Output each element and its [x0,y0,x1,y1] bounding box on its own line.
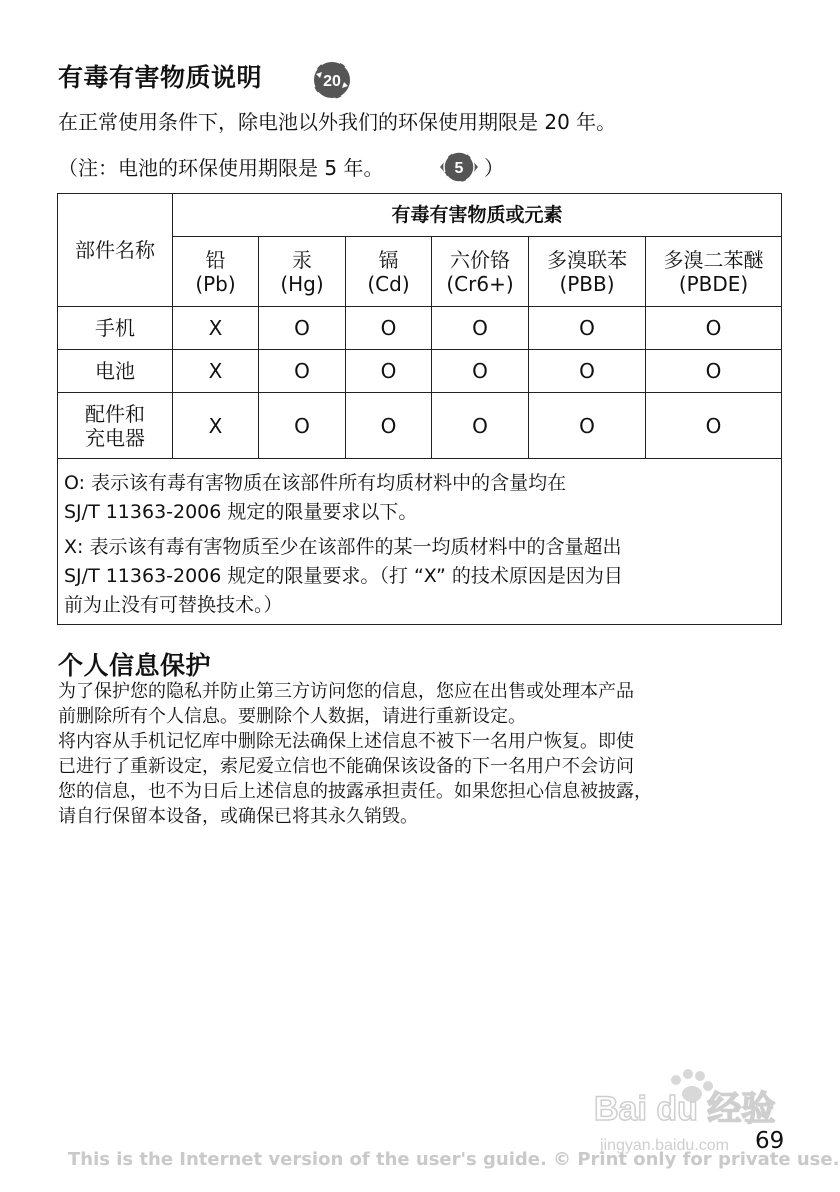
part-name-cell: 电池 [58,350,173,393]
substance-name: 铅 [205,247,226,272]
watermark-brand: Bai du 经验 [594,1090,776,1128]
substance-header [646,237,782,307]
part-name-line: 充电器 [85,425,145,450]
note-x-line: SJ/T 11363-2006 规定的限量要求。（打 “X” 的技术原因是因为目 [64,565,623,587]
footer-text: This is the Internet version of the user's guide. © Print only for private use. [68,1149,840,1170]
value-cell: O [529,307,646,350]
value-cell: O [646,307,782,350]
value-cell: O [646,350,782,393]
value-cell: X [173,350,259,393]
privacy-line: 已进行了重新设定，索尼爱立信也不能确保该设备的下一名用户不会访问 [58,756,634,777]
substance-symbol: (Cr6+) [446,271,514,296]
privacy-paragraph [58,679,778,829]
substance-header [259,237,346,307]
privacy-line: 前删除所有个人信息。要删除个人数据，请进行重新设定。 [58,706,526,727]
page-title: 有毒有害物质说明 [58,63,263,92]
part-name-header: 部件名称 [58,194,173,307]
substance-header [432,237,529,307]
substance-symbol: (PBDE) [678,271,749,296]
table-notes [58,459,782,625]
value-cell: O [346,307,432,350]
part-name-cell [58,393,173,459]
note-o-line: SJ/T 11363-2006 规定的限量要求以下。 [64,501,418,523]
epup-5-logo-icon [436,148,482,186]
note-x-line: X: 表示该有毒有害物质至少在该部件的某一均质材料中的含量超出 [64,536,622,558]
note-x-line: 前为止没有可替换技术。） [64,594,283,616]
value-cell: O [259,393,346,459]
substance-header [346,237,432,307]
table-row [58,350,782,393]
battery-note-text: （注：电池的环保使用期限是 5 年。 [58,156,384,180]
value-cell: X [173,393,259,459]
substance-name: 六价铬 [450,247,510,272]
value-cell: O [529,393,646,459]
substance-header [173,237,259,307]
privacy-line: 请自行保留本设备，或确保已将其永久销毁。 [58,806,418,827]
substance-name: 汞 [292,247,312,272]
table-row [58,307,782,350]
value-cell: O [259,307,346,350]
value-cell: O [346,350,432,393]
value-cell: O [432,393,529,459]
substance-name: 多溴联苯 [547,247,627,272]
value-cell: O [259,350,346,393]
page-number: 69 [755,1128,785,1154]
hazardous-substances-table [57,193,782,625]
part-name-line: 配件和 [85,401,145,426]
table-notes-row [58,459,782,625]
intro-text: 在正常使用条件下，除电池以外我们的环保使用期限是 20 年。 [58,110,617,134]
value-cell: X [173,307,259,350]
epup-20-logo-icon [310,58,354,102]
privacy-line: 您的信息，也不为日后上述信息的披露承担责任。如果您担心信息被披露， [58,781,652,802]
part-name-cell: 手机 [58,307,173,350]
note-o-line: O: 表示该有毒有害物质在该部件所有均质材料中的含量均在 [64,472,567,494]
substance-symbol: (PBB) [559,271,615,296]
substance-header [529,237,646,307]
value-cell: O [646,393,782,459]
epup-5-logo-number: 5 [454,160,464,177]
value-cell: O [529,350,646,393]
substance-name: 镉 [378,247,399,272]
substance-name: 多溴二苯醚 [663,247,764,272]
epup-20-logo-number: 20 [323,73,341,90]
substance-symbol: (Cd) [367,271,410,296]
watermark-url: jingyan.baidu.com [600,1137,729,1154]
table-row [58,393,782,459]
privacy-line: 将内容从手机记忆库中删除无法确保上述信息不被下一名用户恢复。即使 [58,731,634,752]
value-cell: O [346,393,432,459]
privacy-title: 个人信息保护 [58,651,212,680]
substance-group-header: 有毒有害物质或元素 [173,194,782,237]
value-cell: O [432,350,529,393]
privacy-line: 为了保护您的隐私并防止第三方访问您的信息，您应在出售或处理本产品 [58,681,634,702]
substance-symbol: (Hg) [280,271,324,296]
battery-note-close: ） [484,156,504,180]
substance-symbol: (Pb) [195,271,236,296]
value-cell: O [432,307,529,350]
